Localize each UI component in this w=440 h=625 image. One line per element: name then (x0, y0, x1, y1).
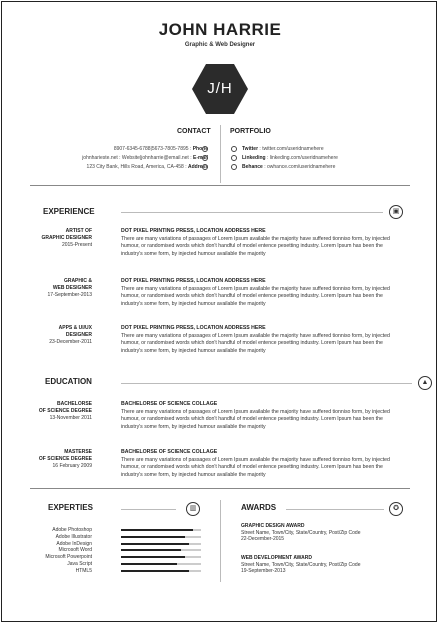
experience-3-date: 23-December-2011 (49, 339, 92, 345)
behance-icon (231, 164, 237, 170)
award-2-address: Street Name, Town/City, State/Country, Post/Zip Code (241, 561, 361, 568)
skill-name: Adobe Illustrator (55, 533, 92, 540)
contact-phone-value: 8907-6345-6788|5673-7805-7895 : (113, 146, 193, 152)
experience-entry-3-meta (20, 325, 92, 346)
award-1-date: 22-December-2015 (241, 536, 285, 542)
skill-bar (121, 549, 201, 551)
award-1 (241, 523, 411, 543)
monogram: J/H (207, 80, 233, 97)
lower-rule (30, 488, 410, 489)
header-rule (30, 185, 410, 186)
expertise-rule (121, 509, 176, 510)
portfolio-heading: PORTFOLIO (230, 128, 271, 135)
skill-bar-fill (121, 529, 193, 531)
behance-value: : owhance.com/useridnamehere (262, 164, 336, 170)
bottom-divider (220, 500, 221, 582)
skill-bar-fill (121, 563, 177, 565)
education-entry-1-detail (121, 401, 399, 431)
award-medal-icon: ✪ (389, 502, 403, 516)
experience-2-role-line1: GRAPHIC & (63, 278, 92, 284)
twitter-icon (231, 146, 237, 152)
experience-entry-1-detail (121, 228, 399, 258)
skill-bar-fill (121, 556, 185, 558)
contact-email-key: E-mail (192, 155, 208, 161)
awards-heading: AWARDS (241, 503, 277, 512)
award-1-address: Street Name, Town/City, State/Country, Post/Zip Code (241, 529, 361, 536)
expertise-heading: EXPERTIES (48, 503, 93, 512)
contact-address-key: Address (187, 164, 208, 170)
experience-rule (121, 212, 383, 213)
experience-3-role-line1: APPS & UI/UX (58, 325, 92, 331)
graduation-cap-icon: ▲ (418, 376, 432, 390)
experience-3-role-line2: DESIGNER (65, 332, 92, 338)
portfolio-twitter (242, 145, 324, 153)
award-2 (241, 555, 411, 575)
experience-3-company: DOT PIXEL PRINTING PRESS, LOCATION ADDRESS HERE (121, 325, 266, 331)
skill-name: Adobe Photoshop (52, 527, 92, 533)
education-1-degree-line2: OF SCIENCE DEGREE (38, 408, 92, 414)
contact-heading: CONTACT (177, 128, 211, 135)
email-icon (202, 155, 208, 161)
education-entry-2-meta (20, 449, 92, 470)
education-entry-2-detail (121, 449, 399, 479)
linkedin-key: Linkeding (242, 155, 266, 161)
experience-1-company: DOT PIXEL PRINTING PRESS, LOCATION ADDRESS HERE (121, 228, 266, 234)
experience-3-description: There are many variations of passages of Lorem Ipsum available the majority have suffered tionniso form, by injected humour, or randomised words which don't handful of model entence pesetting industry. Lorem Ipsum has been the industry's some form, by injected humour available the majority (121, 332, 390, 354)
education-1-school: BACHELORSE OF SCIENCE COLLAGE (121, 401, 218, 407)
twitter-value: : twitter.com/useridnamehere (258, 146, 324, 152)
candidate-name: JOHN HARRIE (158, 20, 282, 39)
contact-phone-key: Phone (192, 146, 208, 152)
skill-bar-fill (121, 543, 189, 545)
behance-key: Behance (242, 164, 263, 170)
skill-name: Java Script (67, 561, 92, 567)
award-2-name: WEB DEVELOPMENT AWARD (241, 555, 312, 561)
experience-entry-1-meta (20, 228, 92, 249)
skill-bar (121, 570, 201, 572)
portfolio-linkedin (242, 154, 338, 162)
skill-bar (121, 529, 201, 531)
bar-chart-icon: ▥ (186, 502, 200, 516)
experience-1-role-line2: GRAPHIC DESIGNER (41, 235, 92, 241)
education-2-degree-line1: MASTERSE (64, 449, 92, 455)
awards-rule (286, 509, 384, 510)
skill-bar (121, 563, 201, 565)
phone-icon (202, 146, 208, 152)
skill-bar-fill (121, 570, 189, 572)
education-heading: EDUCATION (45, 377, 92, 386)
experience-2-description: There are many variations of passages of Lorem Ipsum available the majority have suffered tionniso form, by injected humour, or randomised words which don't handful of model entence pesetting industry. Lorem Ipsum has been the industry's some form, by injected humour available the majority (121, 285, 390, 307)
location-icon (202, 164, 208, 170)
education-1-description: There are many variations of passages of Lorem Ipsum available the majority have suffered tionniso form, by injected humour, or randomised words which don't handful of model entence pesetting industry. Lorem Ipsum has been the industry's some form, by injected humour available the majority (121, 408, 390, 430)
education-2-date: 16 February 2009 (52, 463, 92, 469)
experience-2-company: DOT PIXEL PRINTING PRESS, LOCATION ADDRESS HERE (121, 278, 266, 284)
award-1-name: GRAPHIC DESIGN AWARD (241, 523, 305, 529)
contact-email-value: johnharieste.net : Website|johnharrie@email.net : (82, 155, 193, 161)
linkedin-icon (231, 155, 237, 161)
job-title: Graphic & Web Designer (184, 42, 256, 48)
experience-heading: EXPERIENCE (43, 207, 95, 216)
skill-bar (121, 536, 201, 538)
skill-bar-fill (121, 536, 185, 538)
skill-name: Microsoft Word (58, 547, 92, 554)
briefcase-icon: ▣ (389, 205, 403, 219)
contact-address (87, 163, 208, 171)
contact-phone (114, 145, 208, 153)
education-rule (121, 383, 412, 384)
skill-bar-fill (121, 549, 181, 551)
contact-address-value: 123 City Bank, Hills Road, America, CA-458 : (86, 164, 188, 170)
education-entry-1-meta (20, 401, 92, 422)
skill-name: HTML5 (75, 567, 92, 574)
portfolio-behance (242, 163, 335, 171)
experience-entry-2-detail (121, 278, 399, 308)
education-1-date: 13-November 2011 (49, 415, 92, 421)
skill-name: Adobe InDesign (56, 540, 92, 547)
education-1-degree-line1: BACHELORSE (56, 401, 92, 407)
experience-1-description: There are many variations of passages of Lorem Ipsum available the majority have suffered tionniso form, by injected humour, or randomised words which don't handful of model entence pesetting industry. Lorem Ipsum has been the industry's some form, by injected humour available the majority (121, 235, 390, 257)
linkedin-value: : linkeding.com/useridnamehere (265, 155, 338, 161)
experience-entry-3-detail (121, 325, 399, 355)
experience-1-role-line1: ARTIST OF (65, 228, 92, 234)
education-2-description: There are many variations of passages of Lorem Ipsum available the majority have suffered tionniso form, by injected humour, or randomised words which don't handful of model entence pesetting industry. Lorem Ipsum has been the industry's some form, by injected humour available the majority (121, 456, 390, 478)
education-2-school: BACHELORSE OF SCIENCE COLLAGE (121, 449, 218, 455)
skill-bar (121, 543, 201, 545)
experience-2-date: 17-September-2013 (47, 292, 92, 298)
award-2-date: 19-September-2013 (241, 568, 286, 574)
twitter-key: Twitter (242, 146, 259, 152)
experience-1-date: 2015-Present (61, 242, 92, 248)
contact-email (82, 154, 208, 162)
education-2-degree-line2: OF SCIENCE DEGREE (38, 456, 92, 462)
experience-entry-2-meta (20, 278, 92, 299)
experience-2-role-line2: WEB DESIGNER (52, 285, 92, 291)
skill-bar (121, 556, 201, 558)
header-divider (220, 125, 221, 183)
skill-name: Microsoft Powerpoint (45, 554, 92, 561)
